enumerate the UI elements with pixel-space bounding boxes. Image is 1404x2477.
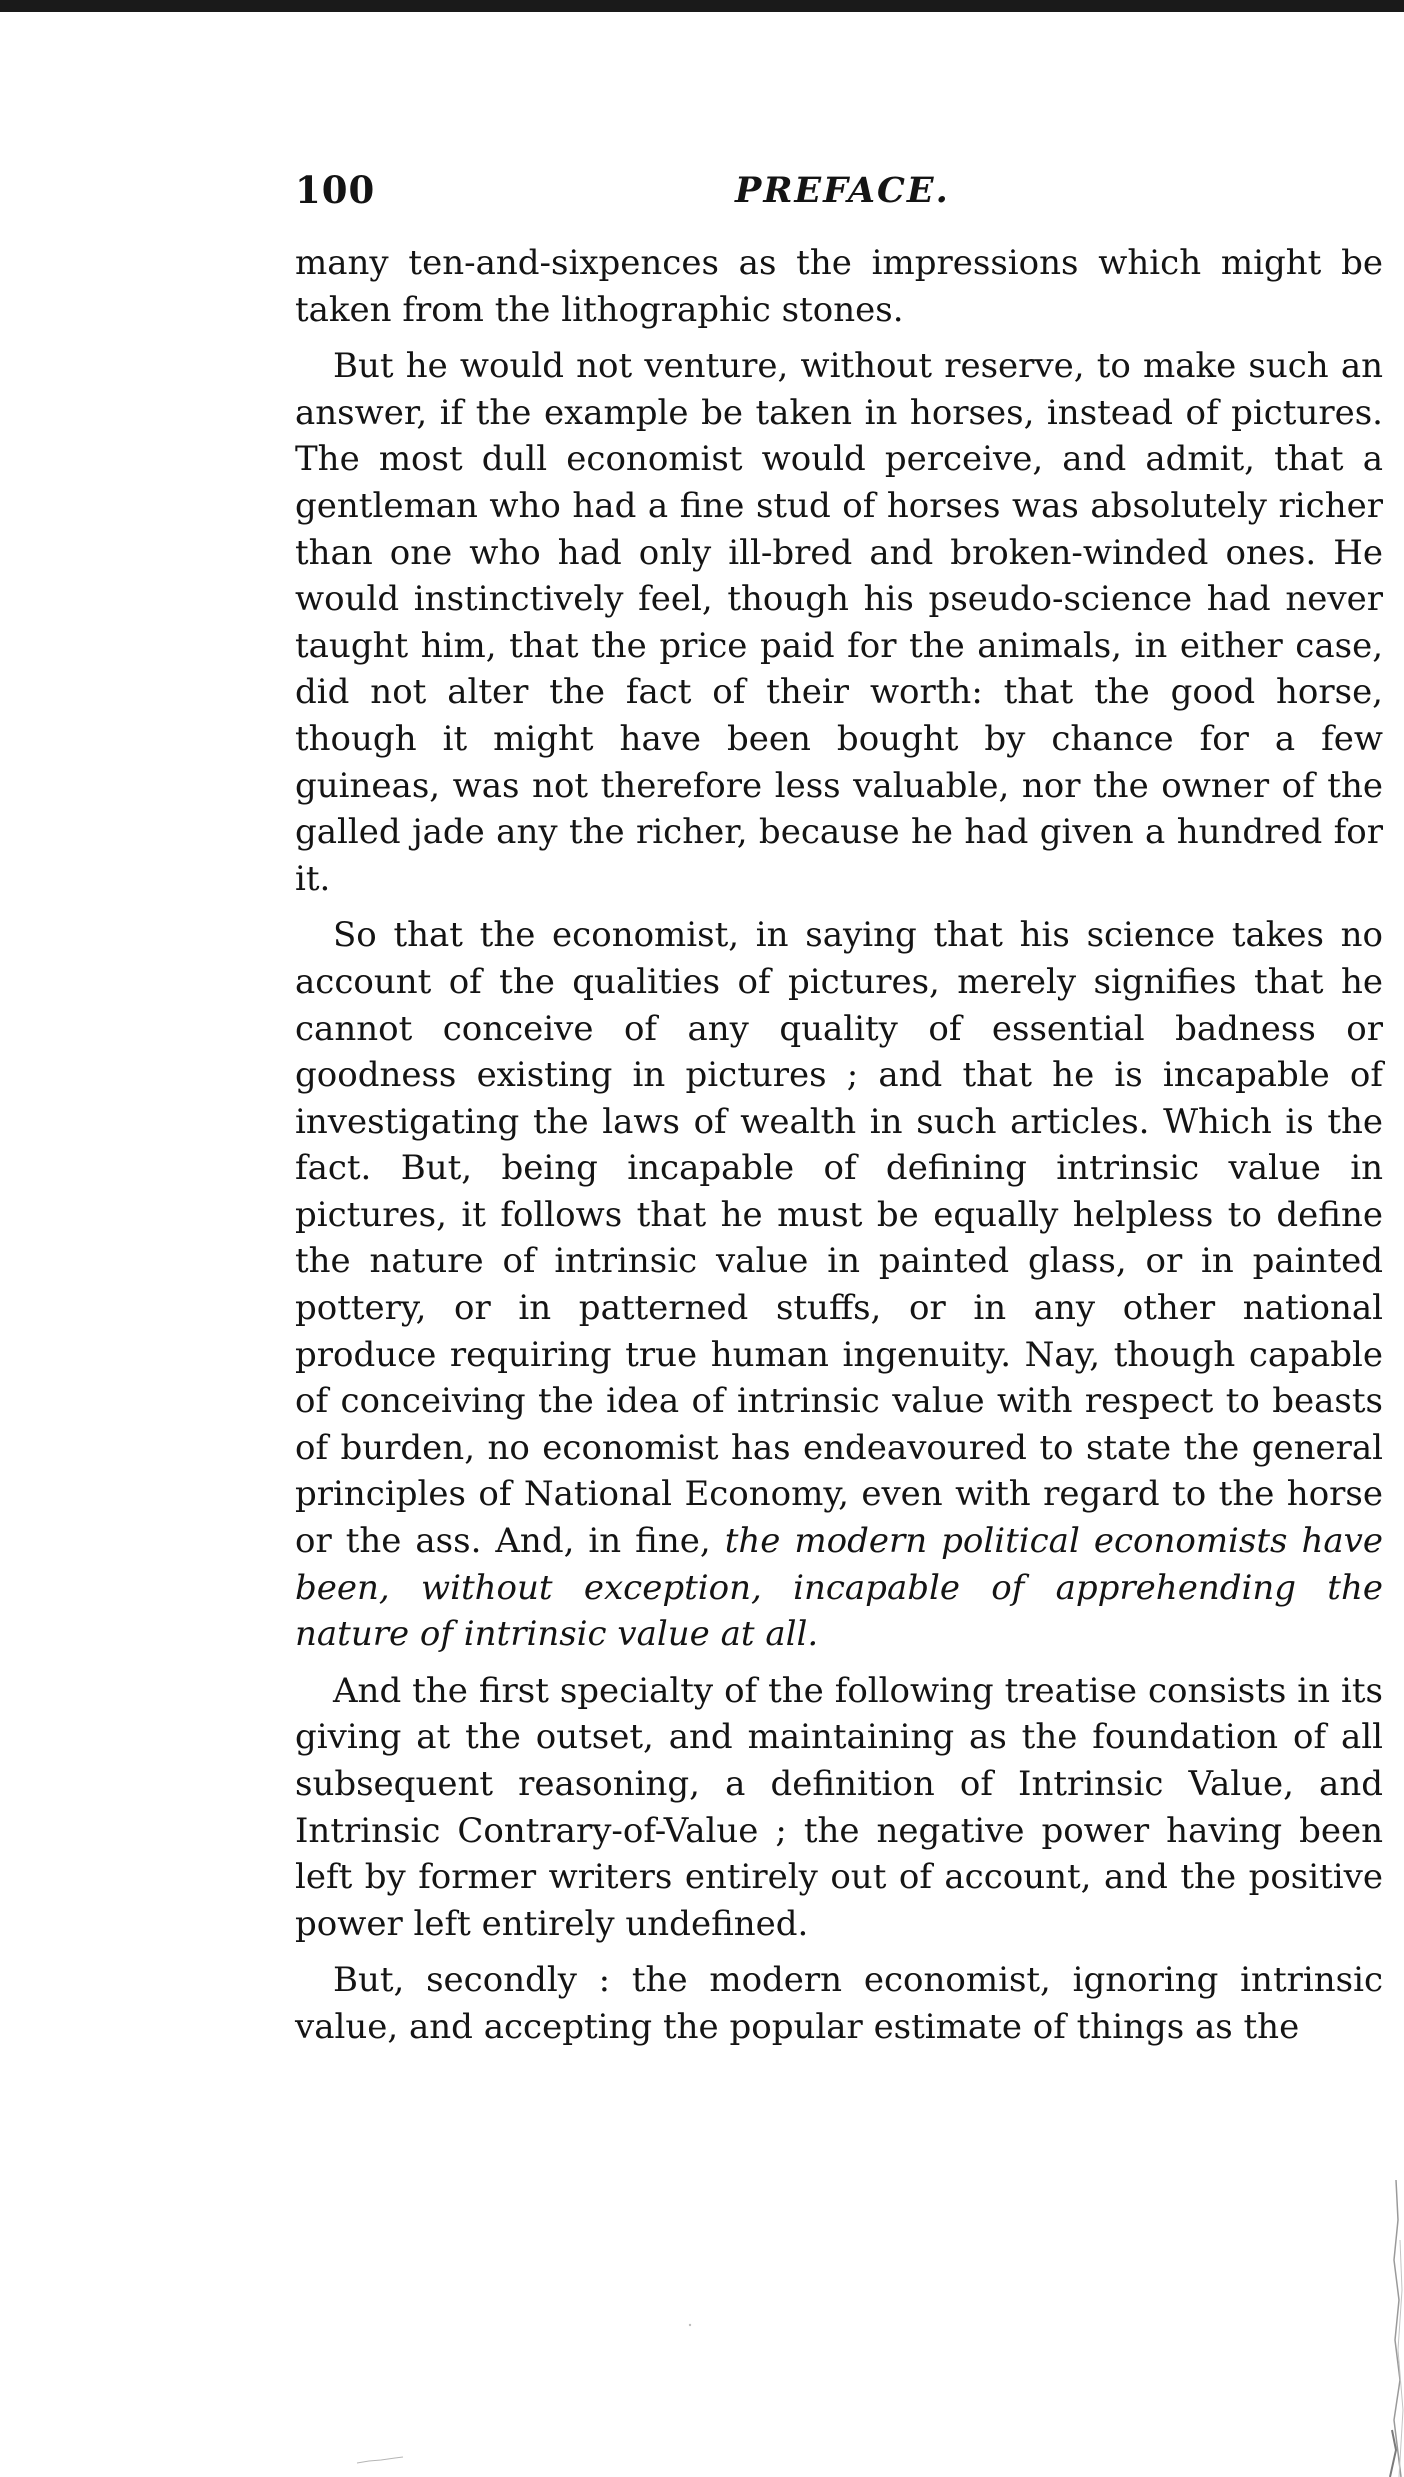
paragraph-secondly <box>295 1957 1383 2050</box>
paragraph-text: But, secondly : the modern economist, ignoring intrinsic value, and accepting the popular estimate of things as the <box>295 1960 1383 2047</box>
page-top-edge <box>0 0 1404 12</box>
page-number: 100 <box>295 168 376 212</box>
paragraph-text: But he would not venture, without reserve, to make such an answer, if the example be taken in horses, instead of pictures. The most dull economist would perceive, and admit, that a gentleman who had a fine stud of horses was absolutely richer than one who had only ill-bred and broken-winded ones. He would instinctively feel, though his pseudo-science had never taught him, that the price paid for the animals, in either case, did not alter the fact of their worth: that the good horse, though it might have been bought by chance for a few guineas, was not therefore less valuable, nor the owner of the galled jade any the richer, because he had given a hundred for it. <box>295 346 1383 899</box>
paper-speck <box>355 2455 405 2465</box>
paragraph-horses <box>295 343 1383 902</box>
paragraph-continuation <box>295 240 1383 333</box>
paragraph-italic-text: the modern political economists have been, without exception, incapable of apprehending the nature of intrinsic value at all. <box>295 1521 1383 1655</box>
paper-speck <box>687 2322 693 2328</box>
paragraph-text: many ten-and-sixpences as the impressions which might be taken from the lithographic stones. <box>295 243 1383 330</box>
running-head <box>295 168 1383 220</box>
running-title: PREFACE. <box>735 170 950 211</box>
page-edge-wear <box>1382 2180 1404 2477</box>
book-page <box>295 168 1383 2061</box>
paragraph-economist <box>295 912 1383 1658</box>
paragraph-text: And the first specialty of the following treatise consists in its giving at the outset, and maintaining as the foundation of all subsequent reasoning, a definition of Intrinsic Value, and Intrinsic Contrary-of-Value ; the negative power having been left by former writers entirely out of account, and the positive power left entirely undefined. <box>295 1670 1383 1944</box>
paragraph-text: So that the economist, in saying that his science takes no account of the qualities of pictures, merely signifies that he cannot conceive of any quality of essential badness or goodness existing in pictures ; and that he is incapable of investigating the laws of wealth in such articles. Which is the fact. But, being incapable of defining intrinsic value in pictures, it follows that he must be equally helpless to define the nature of intrinsic value in painted glass, or in painted pottery, or in patterned stuffs, or in any other national produce requiring true human ingenuity. Nay, though capable of conceiving the idea of intrinsic value with respect to beasts of burden, no economist has endeavoured to state the general principles of National Economy, even with regard to the horse or the ass. And, in fine, <box>295 915 1383 1562</box>
paragraph-first-specialty <box>295 1668 1383 1948</box>
